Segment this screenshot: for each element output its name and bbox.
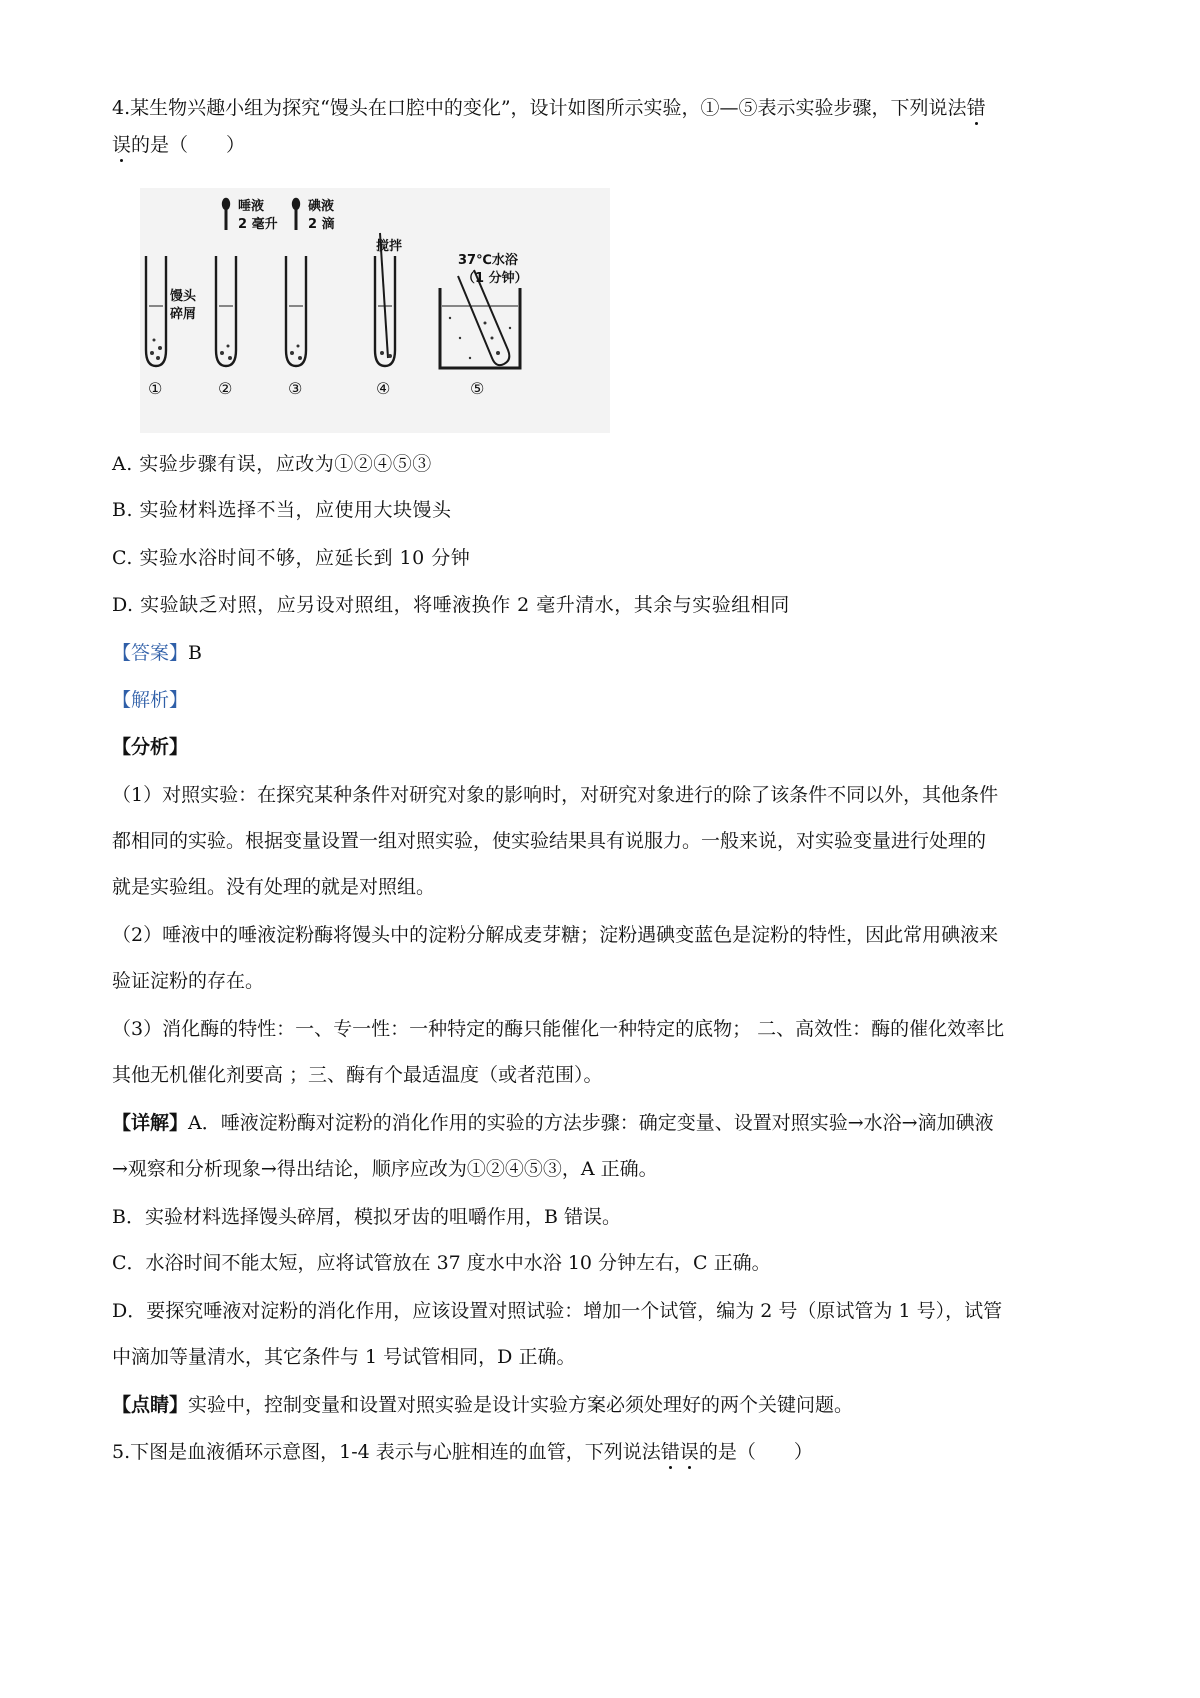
bath-label-1: 37℃水浴 [458, 253, 518, 268]
detail-line: D．要探究唾液对淀粉的消化作用，应该设置对照试验：增加一个试管，编为 2 号（原试管为 1 号），试管 [112, 1300, 1003, 1322]
analysis-tag: 【解析】 [112, 689, 189, 711]
step-2: ② [218, 379, 233, 398]
stir-label: 搅拌 [376, 239, 403, 254]
emphasis-char: 误 [679, 1441, 699, 1463]
bread-label-1: 馒头 [170, 289, 197, 304]
emphasis-char: 错 [966, 97, 986, 119]
detail-line: C．水浴时间不能太短，应将试管放在 37 度水中水浴 10 分钟左右，C 正确。 [112, 1252, 771, 1274]
option-d: D. 实验缺乏对照，应另设对照组，将唾液换作 2 毫升清水，其余与实验组相同 [112, 594, 790, 616]
bath-label-2: （1 分钟） [462, 271, 528, 286]
q4-stem-line1 [112, 94, 1110, 122]
option-b: B. 实验材料选择不当，应使用大块馒头 [112, 499, 452, 521]
note-text: 实验中，控制变量和设置对照实验是设计实验方案必须处理好的两个关键问题。 [188, 1394, 854, 1416]
emphasis-char: 错 [660, 1441, 680, 1463]
step-3: ③ [288, 379, 303, 398]
iodine-label-2: 2 滴 [308, 217, 335, 232]
q4-stem-text: 4.某生物兴趣小组为探究“馒头在口腔中的变化”，设计如图所示实验，①—⑤表示实验步骤，下列说法 [112, 97, 967, 119]
detail-line: →观察和分析现象→得出结论，顺序应改为①②④⑤③，A 正确。 [112, 1158, 658, 1180]
note-tag: 【点睛】 [112, 1394, 189, 1416]
experiment-figure [140, 188, 610, 433]
detail-line-first [112, 1109, 1110, 1137]
q5-stem-text: 5.下图是血液循环示意图，1-4 表示与心脏相连的血管，下列说法 [112, 1441, 661, 1463]
saliva-label-2: 2 毫升 [238, 217, 278, 232]
emphasis-char: 误 [112, 134, 132, 156]
fenxi-line: （3）消化酶的特性：一、专一性：一种特定的酶只能催化一种特定的底物； 二、高效性：酶的催化效率比 [112, 1018, 1005, 1040]
iodine-label-1: 碘液 [308, 199, 335, 214]
answer-tag: 【答案】 [112, 642, 189, 664]
fenxi-line: 其他无机催化剂要高 ；三、酶有个最适温度（或者范围）。 [112, 1064, 603, 1086]
q5-stem-end: 的是（ ） [698, 1441, 813, 1463]
option-c: C. 实验水浴时间不够，应延长到 10 分钟 [112, 547, 471, 569]
bread-label-2: 碎屑 [170, 307, 197, 322]
q5-stem [112, 1438, 1110, 1466]
note-line [112, 1391, 1110, 1419]
detail-line: B．实验材料选择馒头碎屑，模拟牙齿的咀嚼作用，B 错误。 [112, 1206, 621, 1228]
detail-tag: 【详解】 [112, 1112, 189, 1134]
step-5: ⑤ [470, 379, 485, 398]
step-1: ① [148, 379, 163, 398]
fenxi-line: （2）唾液中的唾液淀粉酶将馒头中的淀粉分解成麦芽糖；淀粉遇碘变蓝色是淀粉的特性，因此常用碘液来 [112, 924, 999, 946]
option-a: A. 实验步骤有误，应改为①②④⑤③ [112, 453, 432, 475]
fenxi-line: 都相同的实验。根据变量设置一组对照实验，使实验结果具有说服力。一般来说，对实验变量进行处理的 [112, 830, 987, 852]
fenxi-line: 验证淀粉的存在。 [112, 970, 265, 992]
fenxi-tag: 【分析】 [112, 736, 189, 758]
detail-text: A．唾液淀粉酶对淀粉的消化作用的实验的方法步骤：确定变量、设置对照实验→水浴→滴加碘液 [188, 1112, 994, 1134]
detail-line: 中滴加等量清水，其它条件与 1 号试管相同，D 正确。 [112, 1346, 576, 1368]
saliva-label-1: 唾液 [238, 199, 265, 214]
answer-value: B [188, 642, 202, 664]
fenxi-line: 就是实验组。没有处理的就是对照组。 [112, 876, 436, 898]
step-4: ④ [376, 379, 391, 398]
q4-stem-text-end: 的是（ ） [131, 134, 246, 156]
answer-line [112, 639, 1110, 667]
q4-stem-line2 [112, 131, 1110, 159]
fenxi-line: （1）对照实验：在探究某种条件对研究对象的影响时，对研究对象进行的除了该条件不同以外，其他条件 [112, 784, 999, 806]
